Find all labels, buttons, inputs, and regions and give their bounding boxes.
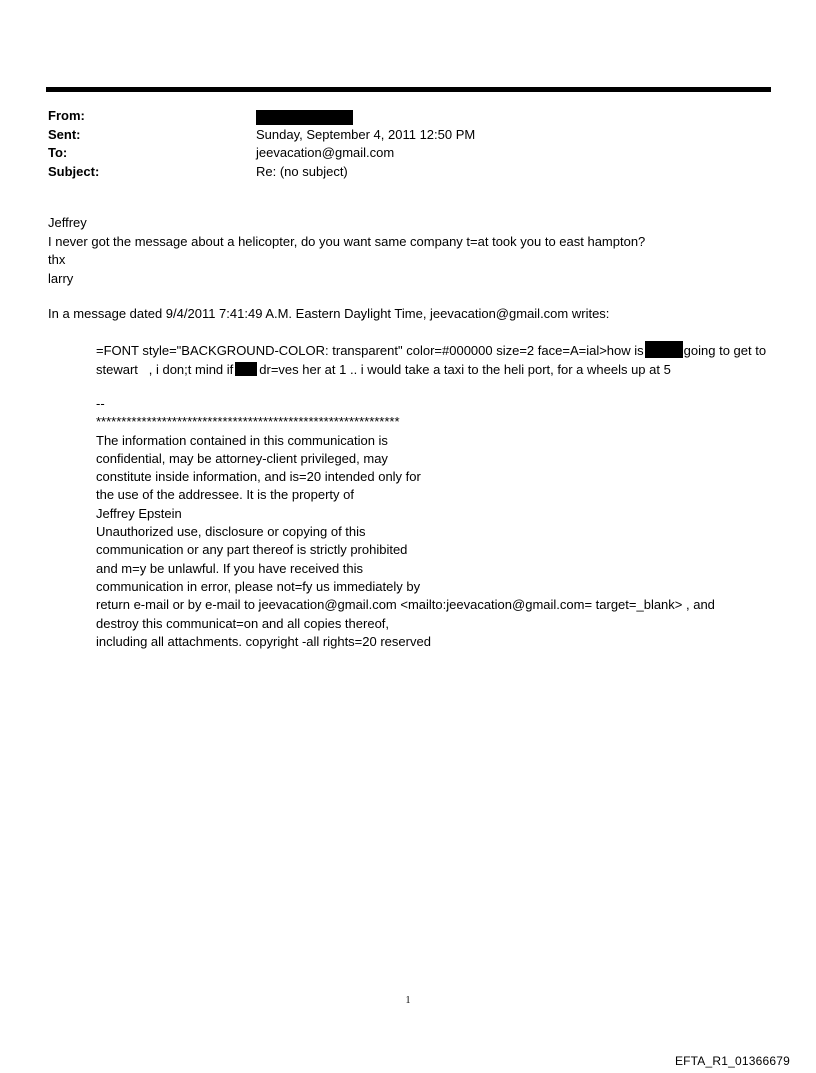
message-body	[48, 214, 645, 288]
disclaimer-line: constitute inside information, and is=20 intended only for	[96, 469, 421, 485]
redaction-block	[235, 362, 257, 376]
header-divider	[46, 87, 771, 92]
page-number: 1	[405, 995, 411, 1006]
body-line: Jeffrey	[48, 215, 87, 230]
disclaimer-line: communication in error, please not=fy us immediately by	[96, 578, 421, 594]
redaction-block	[645, 341, 683, 358]
disclaimer-line: return e-mail or by e-mail to jeevacation@gmail.com <mailto:jeevacation@gmail.com= target=_blank> , and	[96, 597, 715, 613]
disclaimer-line: ************************************************************	[96, 414, 400, 430]
from-label: From:	[48, 108, 85, 123]
quoted-paragraph	[48, 341, 774, 379]
signature-dashes: --	[96, 396, 105, 411]
quoted-message	[48, 341, 774, 379]
to-label: To:	[48, 145, 68, 160]
disclaimer-line: and m=y be unlawful. If you have received this	[96, 560, 364, 576]
to-value: jeevacation@gmail.com	[256, 145, 395, 160]
quoted-text: dr=ves her at 1 .. i would take a taxi to the heli port, for a wheels up at 5	[259, 361, 671, 377]
redaction-block	[256, 110, 353, 125]
disclaimer-line: destroy this communicat=on and all copies thereof,	[96, 615, 390, 631]
disclaimer-line: the use of the addressee. It is the property of	[96, 487, 354, 503]
sent-label: Sent:	[48, 126, 81, 142]
disclaimer-line: confidential, may be attorney-client privileged, may	[96, 450, 388, 466]
disclaimer	[96, 395, 715, 651]
body-line: thx	[48, 252, 66, 267]
disclaimer-line: communication or any part thereof is strictly prohibited	[96, 542, 408, 558]
quote-intro: In a message dated 9/4/2011 7:41:49 A.M. Eastern Daylight Time, jeevacation@gmail.com writes:	[48, 306, 610, 321]
subject-value: Re: (no subject)	[256, 163, 348, 179]
sent-value: Sunday, September 4, 2011 12:50 PM	[256, 126, 476, 142]
disclaimer-line: Unauthorized use, disclosure or copying of this	[96, 524, 366, 540]
quoted-text: =FONT style="BACKGROUND-COLOR: transparent" color=#000000 size=2 face=A=ial>how is	[96, 343, 644, 358]
document-id: EFTA_R1_01366679	[674, 1054, 790, 1068]
disclaimer-line: including all attachments. copyright -all rights=20 reserved	[96, 633, 431, 649]
subject-label: Subject:	[48, 163, 100, 179]
body-line: I never got the message about a helicopter, do you want same company t=at took you to east hampton?	[48, 233, 646, 249]
disclaimer-line: Jeffrey Epstein	[96, 505, 182, 521]
disclaimer-line: The information contained in this communication is	[96, 432, 388, 448]
body-line: larry	[48, 270, 74, 286]
from-value	[256, 107, 353, 126]
quoted-text: going to get to stewart , i don;t mind if	[96, 343, 767, 377]
